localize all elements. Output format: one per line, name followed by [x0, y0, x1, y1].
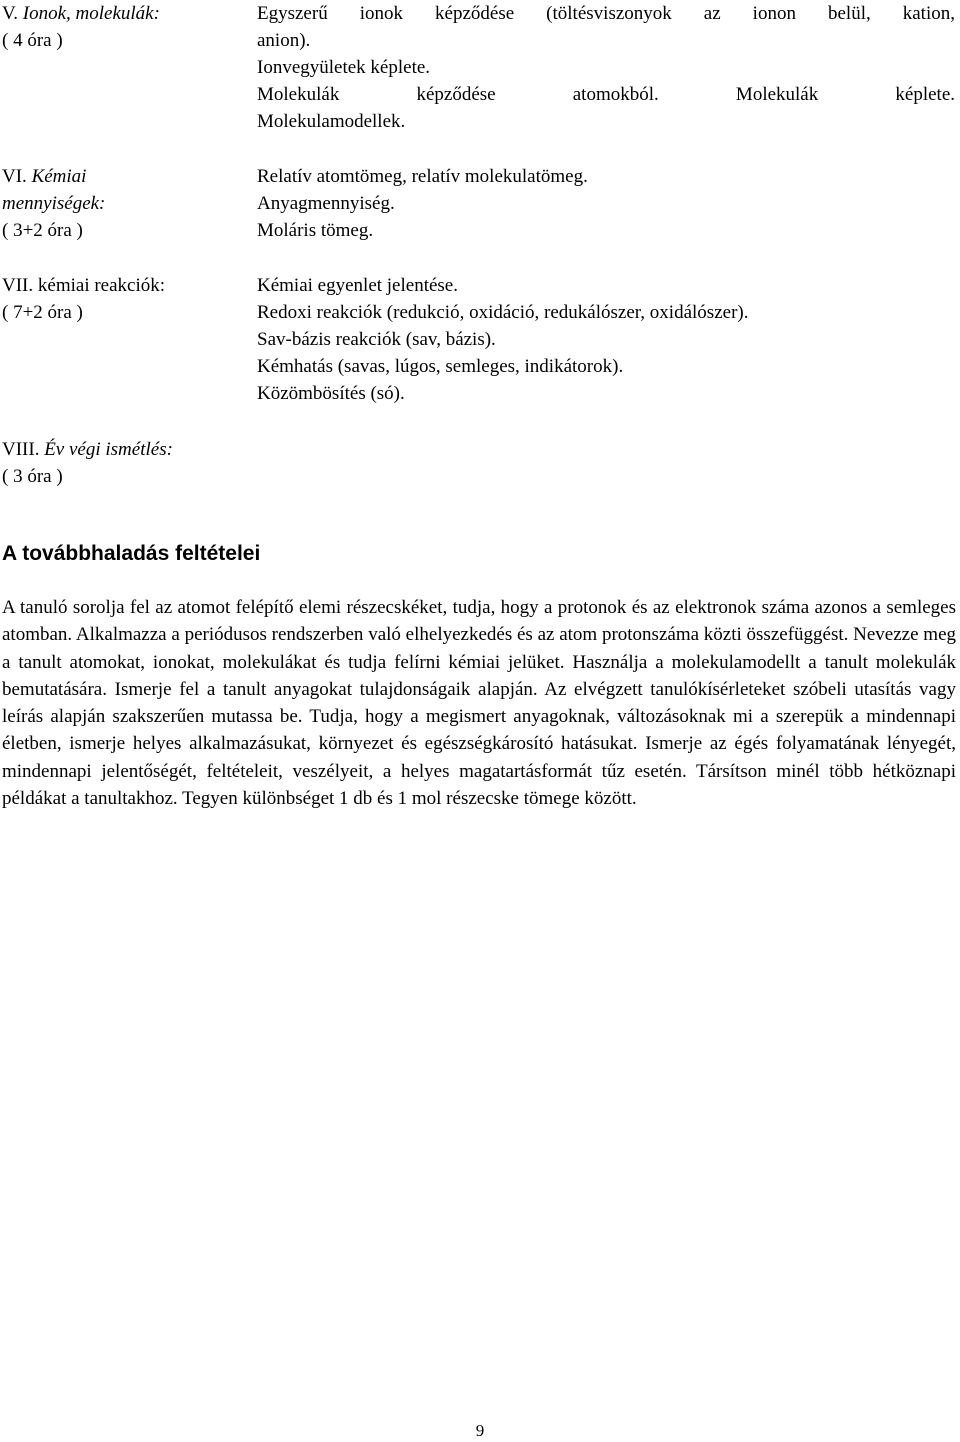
topic-number: VI. [2, 166, 27, 187]
topic-name: kémiai reakciók: [37, 275, 166, 296]
topic-title-line [2, 436, 252, 463]
topic-title [2, 436, 252, 490]
section-heading: A továbbhaladás feltételei [2, 542, 261, 565]
topic-hours: ( 3 óra ) [2, 466, 63, 487]
content-line: Egyszerű ionok képződése (töltésviszonyok az ionon belül, kation, [257, 3, 955, 24]
topic-content [257, 163, 955, 244]
content-line: Moláris tömeg. [257, 220, 374, 241]
topic-hours: ( 3+2 óra ) [2, 220, 83, 241]
topic-title [2, 272, 252, 326]
content-line: Redoxi reakciók (redukció, oxidáció, redukálószer, oxidálószer). [257, 302, 749, 323]
content-line: Közömbösítés (só). [257, 383, 405, 404]
topic-title-line [2, 272, 252, 299]
content-line: Sav-bázis reakciók (sav, bázis). [257, 329, 496, 350]
topic-name: Kémiai [31, 166, 87, 187]
page-number: 9 [475, 1421, 485, 1440]
content-line: Ionvegyületek képlete. [257, 57, 431, 78]
topic-title [2, 0, 252, 54]
topic-name-continued: mennyiségek: [2, 193, 106, 214]
topic-hours: ( 7+2 óra ) [2, 302, 83, 323]
topic-name: Év végi ismétlés: [44, 439, 173, 460]
content-line: Molekulamodellek. [257, 111, 406, 132]
content-line: Kémhatás (savas, lúgos, semleges, indikátorok). [257, 356, 624, 377]
content-line: anion). [257, 30, 311, 51]
topic-content [257, 272, 955, 407]
topic-number: V. [2, 3, 19, 24]
topic-title [2, 163, 252, 244]
topic-title-line [2, 163, 252, 190]
requirements-paragraph: A tanuló sorolja fel az atomot felépítő elemi részecskéket, tudja, hogy a protonok és az elektronok száma azonos a semleges atomban. Alkalmazza a periódusos rendszerben való elhelyezkedés és az atom protonszáma közti összefüggést. Nevezze meg a tanult atomokat, ionokat, molekulákat és tudja felírni kémiai jelüket. Használja a molekulamodellt a tanult molekulák bemutatására. Ismerje fel a tanult anyagokat tulajdonságaik alapján. Az elvégzett tanulókísérleteket szóbeli utasítás vagy leírás alapján szakszerűen mutassa be. Tudja, hogy a megismert anyagoknak, változásoknak mi a szerepük a mindennapi életben, ismerje helyes alkalmazásukat, környezet és egészségkárosító hatásukat. Ismerje az égés folyamatának lényegét, mindennapi jelentőségét, feltételeit, veszélyeit, a helyes magatartásformát tűz esetén. Társítson minél több hétköznapi példákat a tanultakhoz. Tegyen különbséget 1 db és 1 mol részecske tömege között. [2, 597, 956, 810]
topic-title-line [2, 0, 252, 27]
topic-hours: ( 4 óra ) [2, 30, 63, 51]
content-line: Anyagmennyiség. [257, 193, 395, 214]
topic-number: VII. [2, 275, 34, 296]
content-line: Molekulák képződése atomokból. Molekulák képlete. [257, 84, 955, 105]
content-line: Relatív atomtömeg, relatív molekulatömeg. [257, 166, 588, 187]
topic-content [257, 0, 955, 135]
topic-number: VIII. [2, 439, 40, 460]
content-line: Kémiai egyenlet jelentése. [257, 275, 458, 296]
topic-name: Ionok, molekulák: [22, 3, 160, 24]
